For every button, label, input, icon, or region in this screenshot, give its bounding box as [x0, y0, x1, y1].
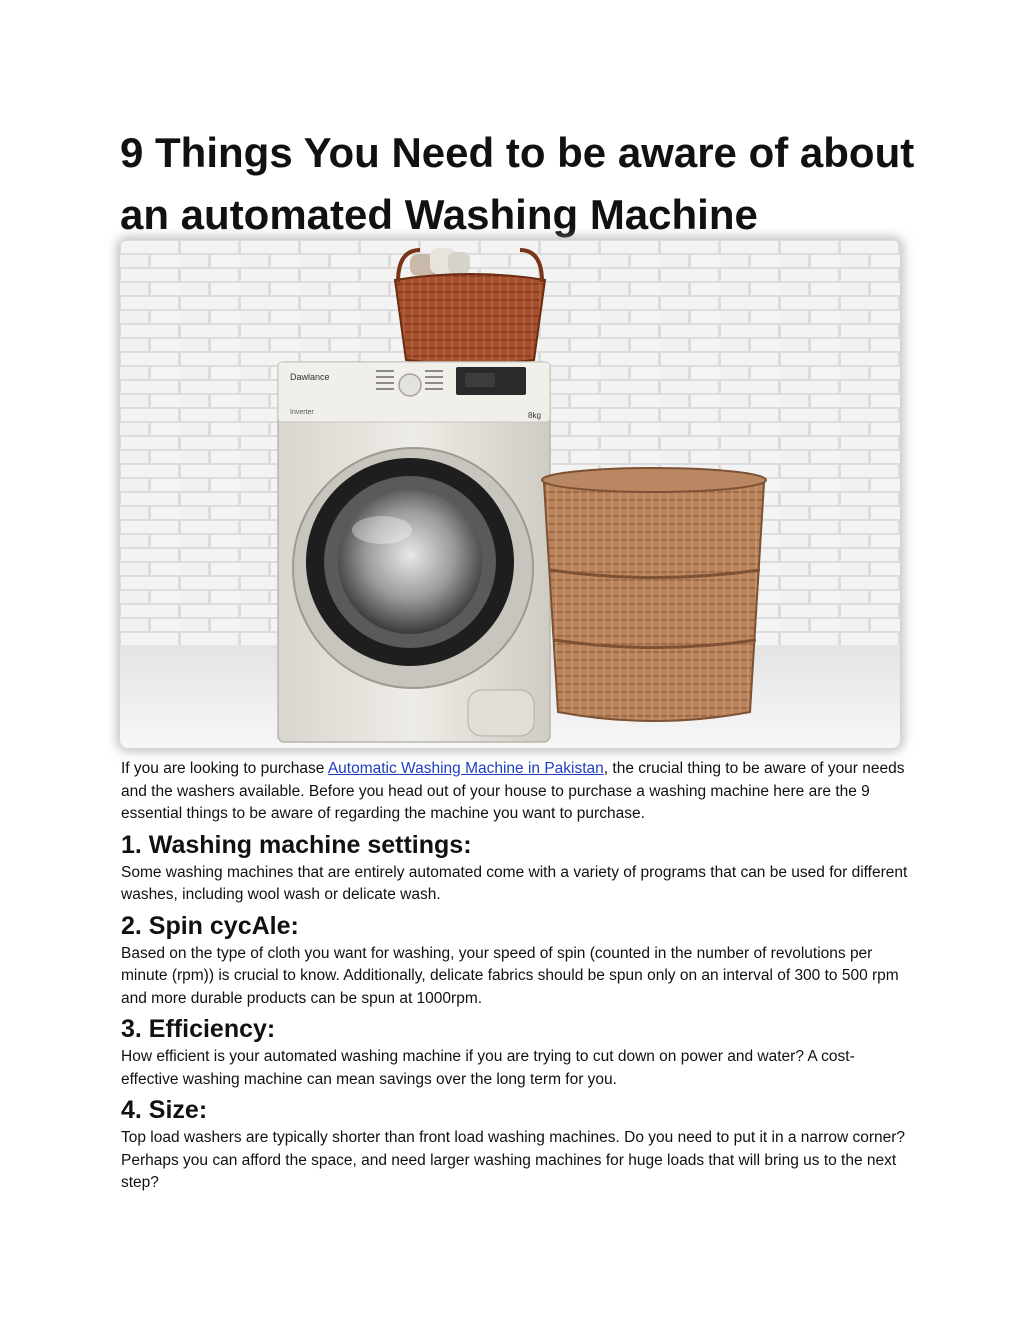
section-text: Based on the type of cloth you want for washing, your speed of spin (counted in the number of revolutions per minute (rpm)) is crucial to know. Additionally, delicate fabrics should be spun only on an interval of 300 to 500 rpm and more durable products can be spun at 1000rpm.: [121, 944, 899, 1007]
brand-label: Dawlance: [290, 372, 330, 382]
section-text: How efficient is your automated washing machine if you are trying to cut down on power and water? A cost-effective washing machine can mean savings over the long term for you.: [121, 1048, 855, 1088]
hero-image: [120, 240, 900, 748]
automatic-washing-machine-link[interactable]: Automatic Washing Machine in Pakistan: [327, 760, 604, 777]
section-heading: 4. Size:: [121, 1096, 208, 1124]
section-text: Some washing machines that are entirely automated come with a variety of programs that can be used for different washes, including wool wash or delicate wash.: [121, 863, 908, 903]
intro-paragraph: [121, 758, 911, 826]
model-label: Inverter: [290, 409, 314, 416]
washing-machine: [278, 362, 550, 742]
intro-text-end: , the crucial thing to be aware of your needs and the washers available. Before you head out of your house to purchase a washing machine here are the 9 essential things to be aware of regarding the machine you want to purchase.: [121, 760, 905, 822]
section-heading: 1. Washing machine settings:: [121, 830, 472, 859]
section-heading: 3. Efficiency:: [121, 1015, 276, 1043]
article-body: [121, 758, 911, 1195]
section-heading: 2. Spin cycAle:: [121, 911, 299, 940]
washing-machine-photo: [120, 240, 900, 748]
article-title: 9 Things You Need to be aware of about an automated Washing Machine: [120, 129, 915, 238]
intro-text-start: If you are looking to purchase: [121, 760, 328, 777]
laundry-hamper: [542, 468, 766, 721]
capacity-label: 8kg: [528, 411, 541, 420]
section-text: Top load washers are typically shorter than front load washing machines. Do you need to put it in a narrow corner? Perhaps you can afford the space, and need larger washing machines for huge loads that will bring us to the next step?: [121, 1129, 906, 1191]
